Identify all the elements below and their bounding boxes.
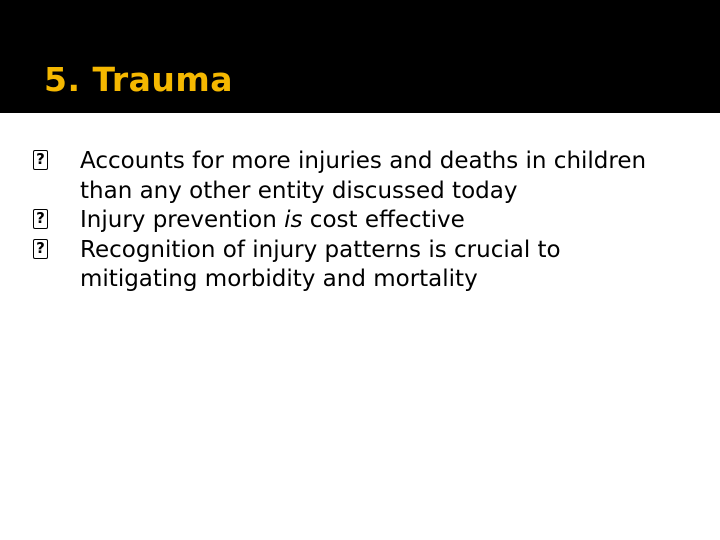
bullet-item bbox=[33, 147, 673, 206]
slide-title: 5. Trauma bbox=[44, 60, 234, 99]
bullet-text-part: Injury prevention bbox=[80, 207, 285, 233]
bullet-item bbox=[33, 236, 673, 295]
bullet-text-italic: is bbox=[284, 207, 303, 233]
bullet-item bbox=[33, 206, 673, 236]
bullet-text-part: cost effective bbox=[302, 207, 465, 233]
bullet-text: Recognition of injury patterns is crucial to mitigating morbidity and mortality bbox=[80, 236, 561, 292]
missing-glyph-bullet-icon bbox=[33, 150, 48, 170]
missing-glyph-bullet-icon bbox=[33, 239, 48, 259]
missing-glyph-bullet-icon bbox=[33, 209, 48, 229]
bullet-list bbox=[33, 147, 673, 295]
bullet-text: Accounts for more injuries and deaths in children than any other entity discussed today bbox=[80, 148, 647, 204]
bullet-text bbox=[80, 207, 465, 233]
